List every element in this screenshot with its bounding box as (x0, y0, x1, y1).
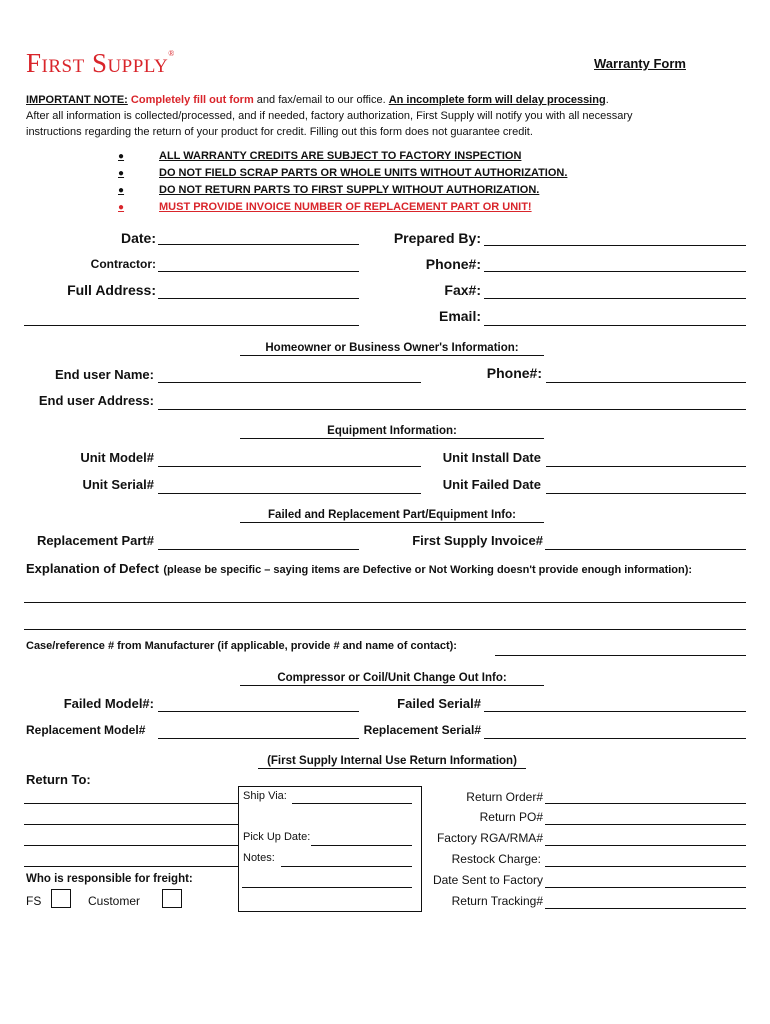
failed-serial-field[interactable] (484, 711, 746, 712)
bullet-dot: ● (118, 202, 125, 213)
factory-rga-label: Factory RGA/RMA# (436, 831, 543, 845)
note-line-1 (26, 92, 726, 108)
fax-field[interactable] (484, 298, 746, 299)
bullet-item (118, 165, 567, 182)
email-label: Email: (438, 308, 481, 324)
form-title: Warranty Form (594, 56, 686, 71)
date-label: Date: (120, 230, 156, 246)
bullet-dot: ● (118, 168, 125, 179)
contractor-field[interactable] (158, 271, 359, 272)
return-order-field[interactable] (545, 803, 746, 804)
note-red-text: Completely fill out form (130, 94, 254, 106)
notes-field[interactable] (281, 866, 412, 867)
unit-install-date-field[interactable] (546, 466, 746, 467)
return-to-field-1[interactable] (24, 803, 238, 804)
pick-up-date-field[interactable] (311, 845, 412, 846)
case-reference-label: Case/reference # from Manufacturer (if applicable, provide # and name of contact): (26, 640, 457, 652)
date-field[interactable] (158, 244, 359, 245)
explanation-field-1[interactable] (24, 602, 746, 603)
restock-charge-field[interactable] (545, 866, 746, 867)
failed-model-field[interactable] (158, 711, 359, 712)
replacement-model-label: Replacement Model# (26, 723, 146, 737)
brand-name: First Supply (26, 48, 169, 78)
explanation-field-2[interactable] (24, 629, 746, 630)
explanation-label: Explanation of Defect (26, 561, 159, 576)
replacement-serial-label: Replacement Serial# (363, 723, 481, 737)
homeowner-header: Homeowner or Business Owner's Information: (240, 342, 544, 356)
explanation-hint: (please be specific – saying items are Defective or Not Working doesn't provide enough information): (163, 564, 693, 576)
factory-rga-field[interactable] (545, 845, 746, 846)
customer-checkbox[interactable] (162, 889, 182, 908)
bullet-text: DO NOT RETURN PARTS TO FIRST SUPPLY WITHOUT AUTHORIZATION. (159, 184, 540, 196)
prepared-by-label: Prepared By: (393, 230, 481, 246)
replacement-part-label: Replacement Part# (36, 533, 154, 548)
bullet-item (118, 199, 567, 216)
important-note (26, 92, 726, 140)
notes-label: Notes: (243, 852, 275, 864)
invoice-field[interactable] (545, 549, 746, 550)
bullet-text: ALL WARRANTY CREDITS ARE SUBJECT TO FACTORY INSPECTION (159, 150, 522, 162)
bullet-item (118, 148, 567, 165)
homeowner-phone-field[interactable] (546, 382, 746, 383)
unit-model-label: Unit Model# (80, 450, 154, 465)
end-user-address-label: End user Address: (38, 393, 154, 408)
full-address-label: Full Address: (67, 282, 156, 298)
bullet-text: DO NOT FIELD SCRAP PARTS OR WHOLE UNITS WITHOUT AUTHORIZATION. (159, 167, 568, 179)
replacement-serial-field[interactable] (484, 738, 746, 739)
email-field[interactable] (484, 325, 746, 326)
date-sent-field[interactable] (545, 887, 746, 888)
note-text: and fax/email to our office. (253, 94, 389, 106)
return-to-label: Return To: (26, 772, 91, 787)
failed-serial-label: Failed Serial# (397, 696, 481, 711)
return-tracking-label: Return Tracking# (451, 894, 543, 908)
customer-label: Customer (88, 894, 141, 908)
phone-field[interactable] (484, 271, 746, 272)
replacement-part-field[interactable] (158, 549, 359, 550)
failed-part-header: Failed and Replacement Part/Equipment Info: (240, 509, 544, 523)
return-tracking-field[interactable] (545, 908, 746, 909)
end-user-name-label: End user Name: (55, 367, 154, 382)
date-sent-label: Date Sent to Factory (432, 873, 543, 887)
internal-header: (First Supply Internal Use Return Information) (258, 755, 526, 769)
case-reference-field[interactable] (495, 655, 746, 656)
homeowner-phone-label: Phone#: (486, 365, 542, 381)
note-label: IMPORTANT NOTE: (26, 94, 128, 106)
invoice-label: First Supply Invoice# (412, 533, 543, 548)
unit-serial-label: Unit Serial# (82, 477, 154, 492)
return-po-field[interactable] (545, 824, 746, 825)
fax-label: Fax#: (444, 282, 481, 298)
restock-charge-label: Restock Charge: (451, 852, 541, 866)
unit-failed-date-field[interactable] (546, 493, 746, 494)
fs-checkbox[interactable] (51, 889, 71, 908)
prepared-by-field[interactable] (484, 245, 746, 246)
note-period: . (605, 94, 609, 106)
full-address-field-2[interactable] (24, 325, 359, 326)
note-underlined: An incomplete form will delay processing (388, 94, 606, 106)
explanation-row (26, 560, 692, 578)
bullet-dot: ● (118, 151, 125, 162)
bullet-item (118, 182, 567, 199)
bullet-text: MUST PROVIDE INVOICE NUMBER OF REPLACEMENT PART OR UNIT! (159, 201, 532, 213)
return-to-field-4[interactable] (24, 866, 238, 867)
unit-install-date-label: Unit Install Date (442, 450, 541, 465)
changeout-header: Compressor or Coil/Unit Change Out Info: (240, 672, 544, 686)
pick-up-date-label: Pick Up Date: (243, 831, 311, 843)
freight-label: Who is responsible for freight: (26, 873, 193, 885)
failed-model-label: Failed Model#: (63, 696, 154, 711)
return-to-field-3[interactable] (24, 845, 238, 846)
phone-label: Phone#: (425, 256, 481, 272)
ship-via-label: Ship Via: (243, 790, 287, 802)
unit-failed-date-label: Unit Failed Date (442, 477, 541, 492)
contractor-label: Contractor: (90, 257, 156, 271)
return-order-label: Return Order# (466, 790, 543, 804)
note-line-3: instructions regarding the return of your product for credit. Filling out this form does not guarantee credit. (26, 126, 533, 138)
return-to-field-2[interactable] (24, 824, 238, 825)
replacement-model-field[interactable] (158, 738, 359, 739)
ship-box (238, 786, 422, 912)
unit-model-field[interactable] (158, 466, 421, 467)
equipment-header: Equipment Information: (240, 425, 544, 439)
full-address-field[interactable] (158, 298, 359, 299)
fs-label: FS (26, 894, 42, 908)
brand-logo (26, 50, 175, 77)
notes-field-2[interactable] (242, 887, 412, 888)
unit-serial-field[interactable] (158, 493, 421, 494)
note-line-2: After all information is collected/processed, and if needed, factory authorization, First Supply will notify you with all necessary (26, 110, 633, 122)
return-po-label: Return PO# (479, 810, 543, 824)
ship-via-field[interactable] (292, 803, 412, 804)
trademark-symbol: ® (168, 49, 175, 58)
end-user-address-field[interactable] (158, 409, 746, 410)
warning-bullets (118, 148, 567, 216)
end-user-name-field[interactable] (158, 382, 421, 383)
bullet-dot: ● (118, 185, 125, 196)
